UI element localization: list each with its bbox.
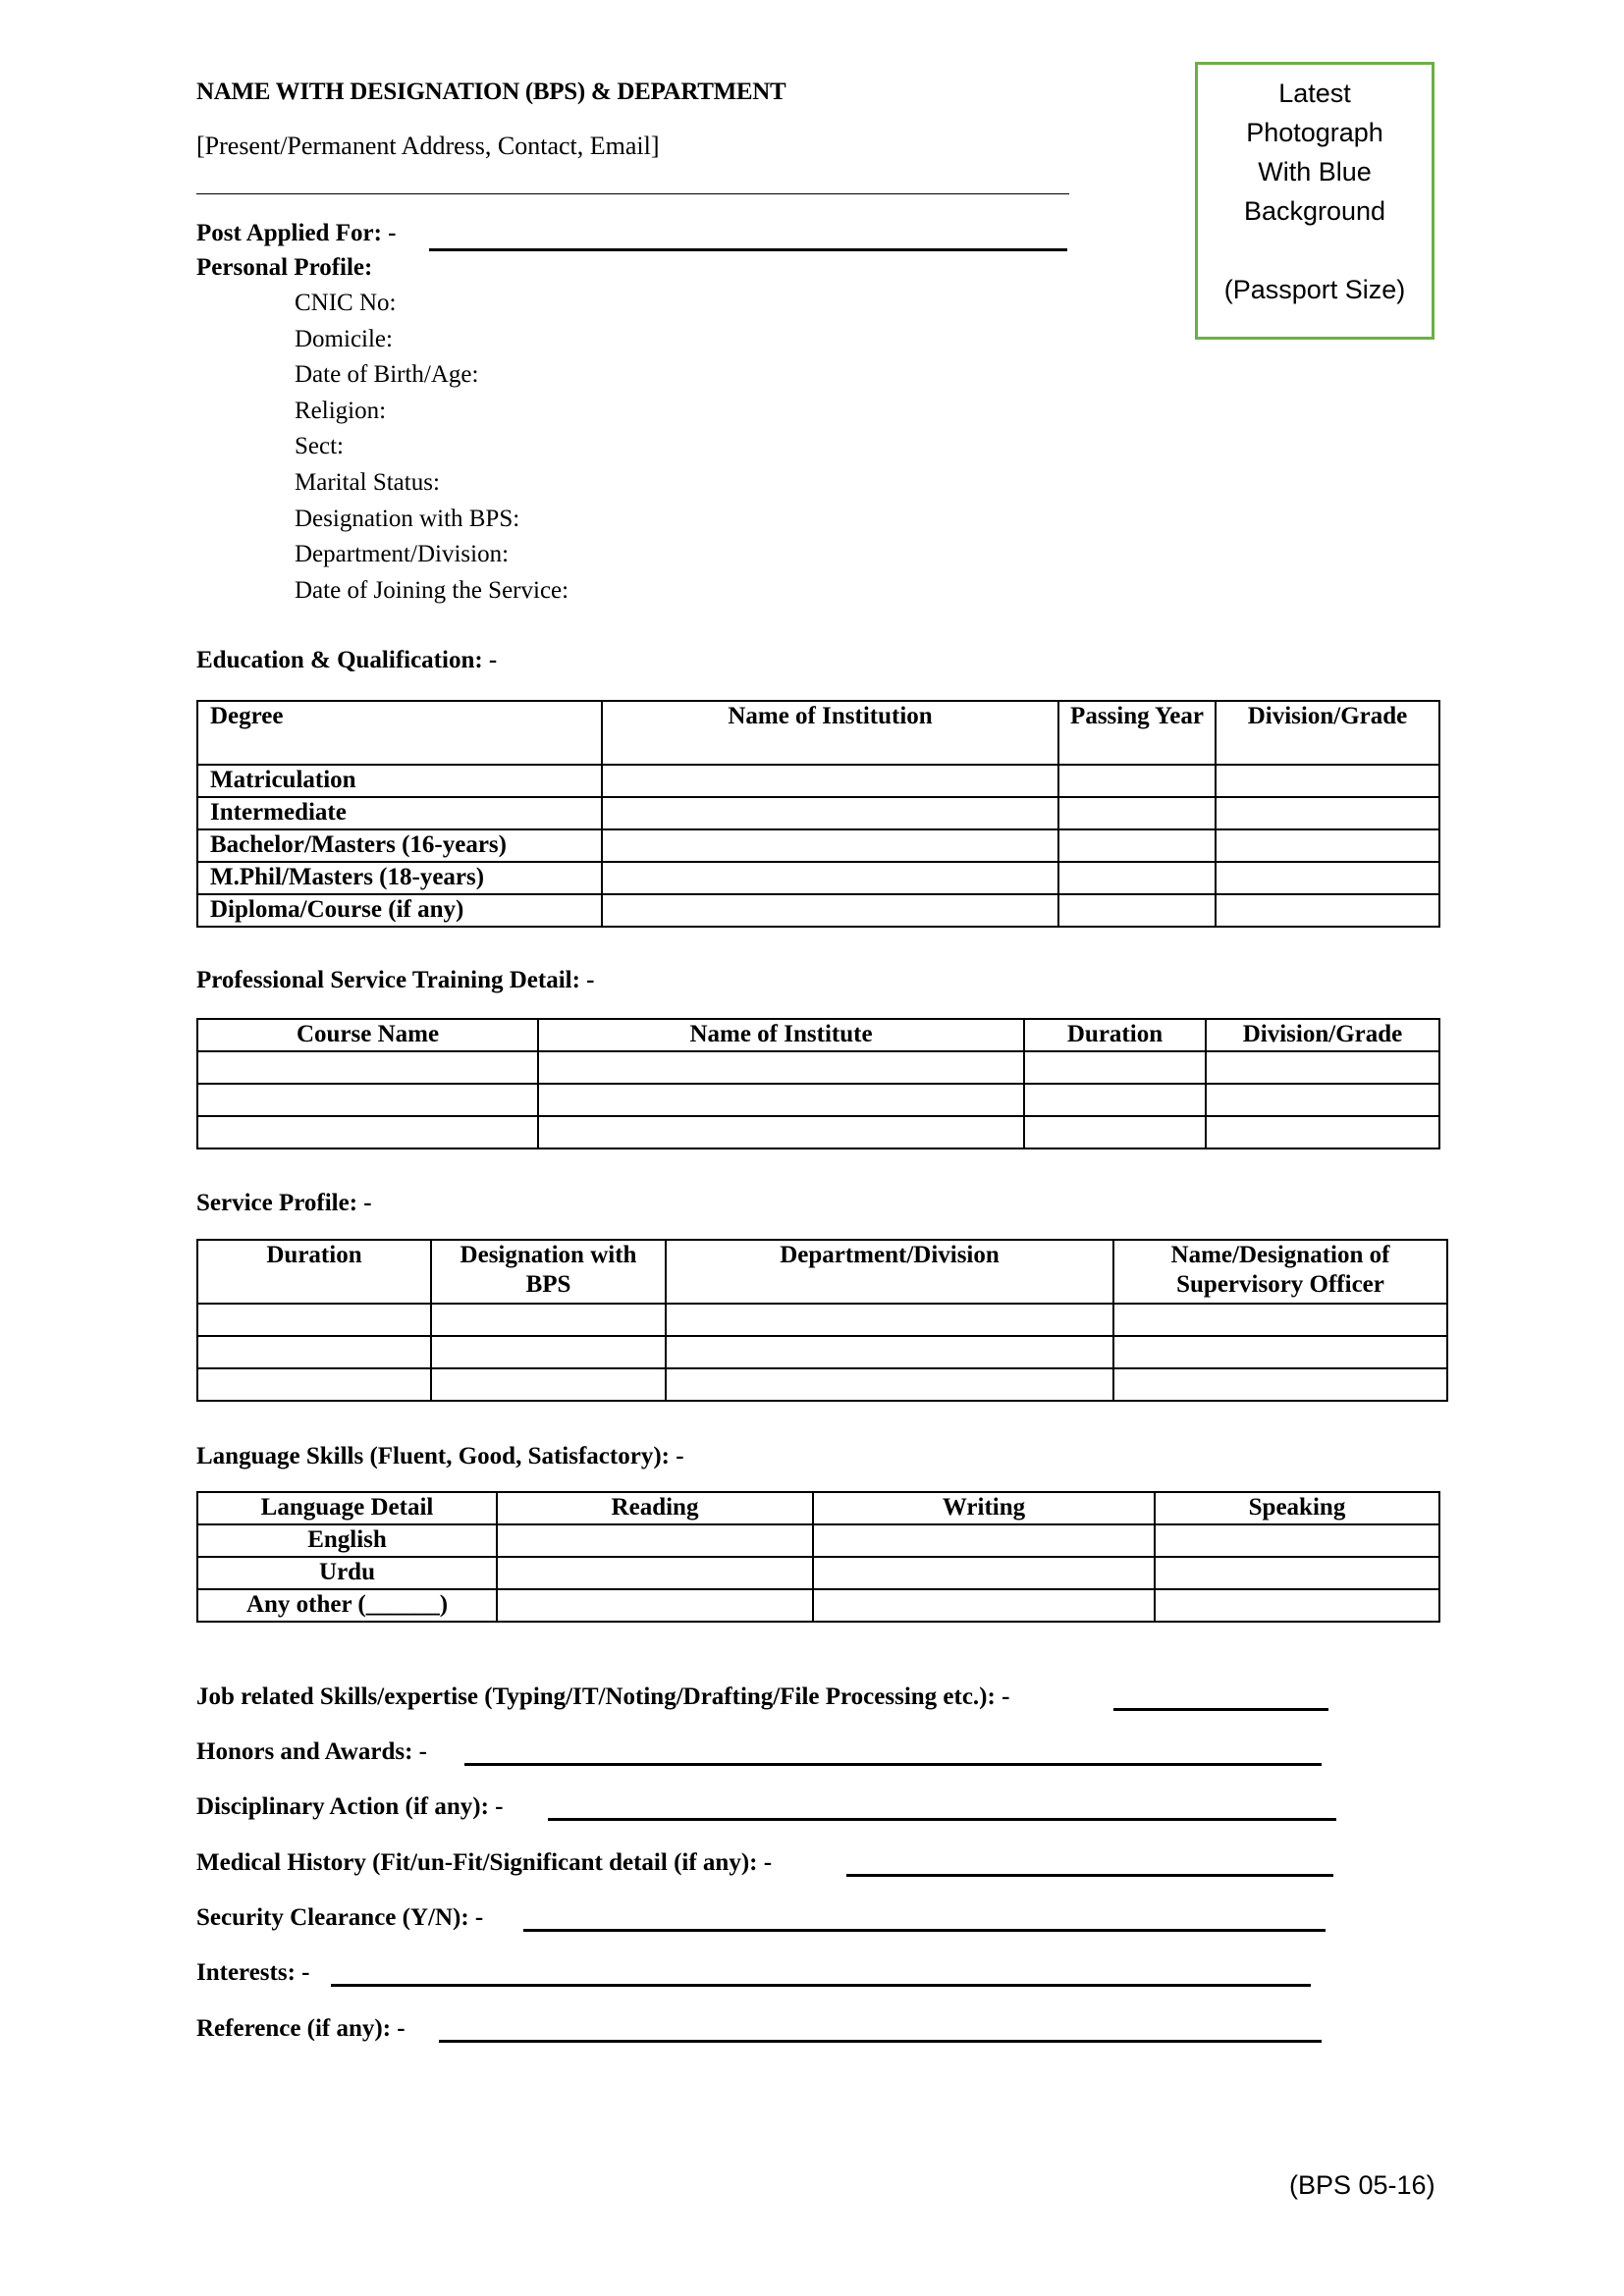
division-grade-cell[interactable] (1216, 765, 1439, 797)
reading-cell[interactable] (497, 1524, 813, 1557)
address-underline[interactable] (196, 193, 1069, 194)
profile-field-domicile: Domicile: (295, 326, 393, 352)
writing-cell[interactable] (813, 1557, 1155, 1589)
column-header-degree: Degree (197, 701, 602, 765)
table-row (197, 829, 1439, 862)
interests-field[interactable] (331, 1984, 1311, 1987)
job-skills-label: Job related Skills/expertise (Typing/IT/Noting/Drafting/File Processing etc.): - (196, 1683, 1010, 1710)
table-row (197, 1116, 1439, 1148)
service-profile-heading: Service Profile: - (196, 1190, 372, 1216)
language-name-cell: Any other (______) (197, 1589, 497, 1622)
bps-range-footer: (BPS 05-16) (1289, 2170, 1435, 2200)
designation-cell[interactable] (431, 1304, 666, 1336)
language-skills-table (196, 1491, 1440, 1623)
photo-text-line: With Blue (1258, 157, 1372, 187)
institution-cell[interactable] (602, 894, 1058, 927)
column-header-division-grade: Division/Grade (1206, 1019, 1439, 1051)
post-applied-label: Post Applied For: - (196, 220, 397, 246)
column-header-institution: Name of Institution (602, 701, 1058, 765)
photo-placeholder-box (1195, 62, 1435, 340)
training-heading: Professional Service Training Detail: - (196, 967, 595, 993)
institution-cell[interactable] (602, 829, 1058, 862)
department-cell[interactable] (666, 1304, 1113, 1336)
photo-text-line: Background (1243, 196, 1386, 226)
division-grade-cell[interactable] (1206, 1116, 1439, 1148)
disciplinary-action-label: Disciplinary Action (if any): - (196, 1793, 504, 1820)
institution-cell[interactable] (602, 797, 1058, 829)
designation-cell[interactable] (431, 1336, 666, 1368)
column-header-passing-year: Passing Year (1058, 701, 1216, 765)
post-applied-field[interactable] (429, 248, 1067, 251)
course-name-cell[interactable] (197, 1084, 538, 1116)
interests-label: Interests: - (196, 1959, 310, 1986)
profile-field-designation-bps: Designation with BPS: (295, 506, 520, 532)
duration-cell[interactable] (197, 1368, 431, 1401)
table-row (197, 1336, 1447, 1368)
reference-field[interactable] (439, 2040, 1322, 2043)
security-clearance-label: Security Clearance (Y/N): - (196, 1904, 484, 1931)
candidate-name-heading: NAME WITH DESIGNATION (BPS) & DEPARTMENT (196, 79, 786, 105)
table-row (197, 1557, 1439, 1589)
column-header-supervisory-officer: Name/Designation of Supervisory Officer (1113, 1240, 1447, 1304)
education-header-row (197, 701, 1439, 765)
supervisor-cell[interactable] (1113, 1336, 1447, 1368)
service-profile-table (196, 1239, 1448, 1402)
institution-cell[interactable] (602, 862, 1058, 894)
division-grade-cell[interactable] (1216, 894, 1439, 927)
degree-cell: Bachelor/Masters (16-years) (197, 829, 602, 862)
language-skills-heading: Language Skills (Fluent, Good, Satisfactory): - (196, 1443, 684, 1469)
column-header-institute: Name of Institute (538, 1019, 1024, 1051)
passing-year-cell[interactable] (1058, 862, 1216, 894)
personal-profile-heading: Personal Profile: (196, 254, 373, 281)
reading-cell[interactable] (497, 1589, 813, 1622)
passing-year-cell[interactable] (1058, 894, 1216, 927)
security-clearance-field[interactable] (523, 1929, 1326, 1932)
column-header-duration: Duration (1024, 1019, 1206, 1051)
duration-cell[interactable] (197, 1336, 431, 1368)
photo-text-line: Latest (1278, 79, 1351, 108)
table-row (197, 1051, 1439, 1084)
profile-field-joining-date: Date of Joining the Service: (295, 577, 569, 604)
speaking-cell[interactable] (1155, 1524, 1439, 1557)
education-heading: Education & Qualification: - (196, 647, 498, 673)
designation-cell[interactable] (431, 1368, 666, 1401)
column-header-language-detail: Language Detail (197, 1492, 497, 1524)
table-row (197, 797, 1439, 829)
photo-text-line: Photograph (1246, 118, 1383, 147)
language-header-row (197, 1492, 1439, 1524)
profile-field-sect: Sect: (295, 433, 344, 459)
training-header-row (197, 1019, 1439, 1051)
language-name-cell: English (197, 1524, 497, 1557)
passing-year-cell[interactable] (1058, 765, 1216, 797)
speaking-cell[interactable] (1155, 1557, 1439, 1589)
table-row (197, 1368, 1447, 1401)
profile-field-department: Department/Division: (295, 541, 510, 567)
degree-cell: Diploma/Course (if any) (197, 894, 602, 927)
division-grade-cell[interactable] (1206, 1084, 1439, 1116)
honors-awards-label: Honors and Awards: - (196, 1738, 427, 1765)
column-header-duration: Duration (197, 1240, 431, 1304)
job-skills-field[interactable] (1113, 1708, 1328, 1711)
column-header-reading: Reading (497, 1492, 813, 1524)
profile-field-marital-status: Marital Status: (295, 469, 440, 496)
duration-cell[interactable] (1024, 1084, 1206, 1116)
reading-cell[interactable] (497, 1557, 813, 1589)
speaking-cell[interactable] (1155, 1589, 1439, 1622)
column-header-division-grade: Division/Grade (1216, 701, 1439, 765)
table-row (197, 765, 1439, 797)
department-cell[interactable] (666, 1368, 1113, 1401)
institute-cell[interactable] (538, 1116, 1024, 1148)
duration-cell[interactable] (197, 1304, 431, 1336)
institute-cell[interactable] (538, 1051, 1024, 1084)
supervisor-cell[interactable] (1113, 1368, 1447, 1401)
profile-field-religion: Religion: (295, 398, 387, 424)
duration-cell[interactable] (1024, 1116, 1206, 1148)
medical-history-field[interactable] (846, 1874, 1333, 1877)
training-table (196, 1018, 1440, 1149)
column-header-course-name: Course Name (197, 1019, 538, 1051)
institution-cell[interactable] (602, 765, 1058, 797)
supervisor-cell[interactable] (1113, 1304, 1447, 1336)
division-grade-cell[interactable] (1216, 797, 1439, 829)
writing-cell[interactable] (813, 1589, 1155, 1622)
service-header-row (197, 1240, 1447, 1304)
address-placeholder: [Present/Permanent Address, Contact, Email] (196, 132, 660, 160)
profile-field-cnic: CNIC No: (295, 290, 397, 316)
writing-cell[interactable] (813, 1524, 1155, 1557)
table-row (197, 1589, 1439, 1622)
degree-cell: Intermediate (197, 797, 602, 829)
degree-cell: Matriculation (197, 765, 602, 797)
medical-history-label: Medical History (Fit/un-Fit/Significant detail (if any): - (196, 1849, 773, 1876)
language-name-cell: Urdu (197, 1557, 497, 1589)
passing-year-cell[interactable] (1058, 829, 1216, 862)
column-header-designation-bps: Designation with BPS (431, 1240, 666, 1304)
reference-label: Reference (if any): - (196, 2015, 406, 2042)
photo-size-note: (Passport Size) (1223, 275, 1406, 304)
education-table (196, 700, 1440, 928)
column-header-department-division: Department/Division (666, 1240, 1113, 1304)
division-grade-cell[interactable] (1216, 862, 1439, 894)
honors-awards-field[interactable] (464, 1763, 1322, 1766)
degree-cell: M.Phil/Masters (18-years) (197, 862, 602, 894)
department-cell[interactable] (666, 1336, 1113, 1368)
course-name-cell[interactable] (197, 1116, 538, 1148)
disciplinary-action-field[interactable] (548, 1818, 1336, 1821)
duration-cell[interactable] (1024, 1051, 1206, 1084)
institute-cell[interactable] (538, 1084, 1024, 1116)
division-grade-cell[interactable] (1216, 829, 1439, 862)
table-row (197, 1304, 1447, 1336)
passing-year-cell[interactable] (1058, 797, 1216, 829)
table-row (197, 1084, 1439, 1116)
column-header-writing: Writing (813, 1492, 1155, 1524)
division-grade-cell[interactable] (1206, 1051, 1439, 1084)
table-row (197, 894, 1439, 927)
column-header-speaking: Speaking (1155, 1492, 1439, 1524)
course-name-cell[interactable] (197, 1051, 538, 1084)
profile-field-dob-age: Date of Birth/Age: (295, 361, 479, 388)
table-row (197, 862, 1439, 894)
table-row (197, 1524, 1439, 1557)
